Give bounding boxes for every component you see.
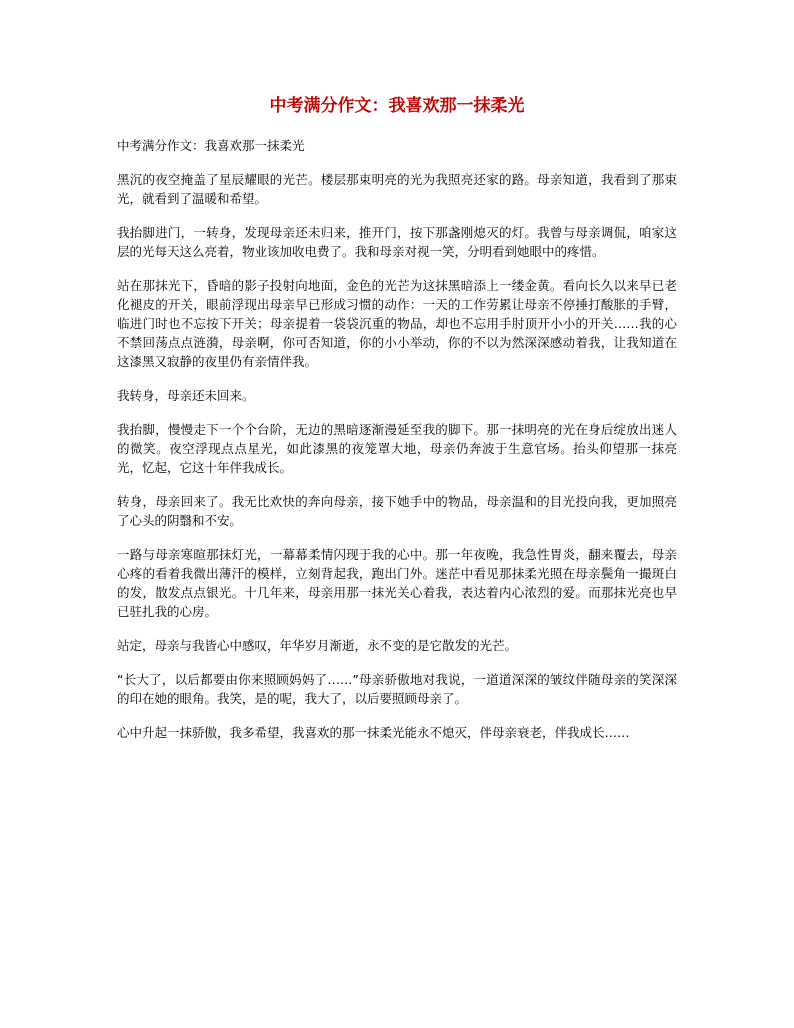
article-title: 中考满分作文：我喜欢那一抹柔光	[269, 96, 525, 116]
paragraph: 我抬脚，慢慢走下一个个台阶，无边的黑暗逐渐漫延至我的脚下。那一抹明亮的光在身后绽放出迷人的微笑。夜空浮现点点星光，如此漆黑的夜笼罩大地，母亲仍奔波于生意官场。抬头仰望那一抹亮光，忆起，它这十年伴我成长。	[117, 422, 677, 475]
paragraph: 我转身，母亲还未回来。	[117, 388, 255, 403]
paragraph: 站在那抹光下，昏暗的影子投射向地面，金色的光芒为这抹黑暗添上一缕金黄。看向长久以来早已老化褪皮的开关，眼前浮现出母亲早已形成习惯的动作：一天的工作劳累让母亲不停捶打酸胀的手臂，临进门时也不忘按下开关；母亲提着一袋袋沉重的物品，却也不忘用手肘顶开小小的开关……我的心不禁回荡点点涟漪，母亲啊，你可否知道，你的小小举动，你的不以为然深深感动着我，让我知道在这漆黑又寂静的夜里仍有亲情伴我。	[117, 278, 677, 369]
paragraph: 一路与母亲寒暄那抹灯光，一幕幕柔情闪现于我的心中。那一年夜晚，我急性胃炎，翻来覆去，母亲心疼的看着我微出薄汗的模样，立刻背起我，跑出门外。迷茫中看见那抹柔光照在母亲鬓角一撮斑白的发，散发点点银光。十几年来，母亲用那一抹光关心着我，表达着内心浓烈的爱。而那抹光亮也早已驻扎我的心房。	[117, 547, 677, 619]
paragraph: 我抬脚进门，一转身，发现母亲还未归来，推开门，按下那盏刚熄灭的灯。我曾与母亲调侃，咱家这层的光每天这么亮着，物业该加收电费了。我和母亲对视一笑，分明看到她眼中的疼惜。	[117, 225, 677, 259]
article	[117, 94, 677, 757]
paragraph: 站定，母亲与我皆心中感叹，年华岁月渐逝，永不变的是它散发的光芒。	[117, 638, 518, 653]
paragraph: 心中升起一抹骄傲，我多希望，我喜欢的那一抹柔光能永不熄灭，伴母亲衰老，伴我成长……	[117, 725, 630, 740]
paragraph: “长大了，以后都要由你来照顾妈妈了……”母亲骄傲地对我说，一道道深深的皱纹伴随母亲的笑深深的印在她的眼角。我笑，是的呢，我大了，以后要照顾母亲了。	[117, 672, 677, 706]
paragraph: 转身，母亲回来了。我无比欢快的奔向母亲，接下她手中的物品，母亲温和的目光投向我，更加照亮了心头的阴翳和不安。	[117, 494, 677, 528]
paragraph: 黑沉的夜空掩盖了星辰耀眼的光芒。楼层那束明亮的光为我照亮还家的路。母亲知道，我看到了那束光，就看到了温暖和希望。	[117, 172, 677, 206]
paragraph-subtitle: 中考满分作文：我喜欢那一抹柔光	[117, 138, 305, 153]
